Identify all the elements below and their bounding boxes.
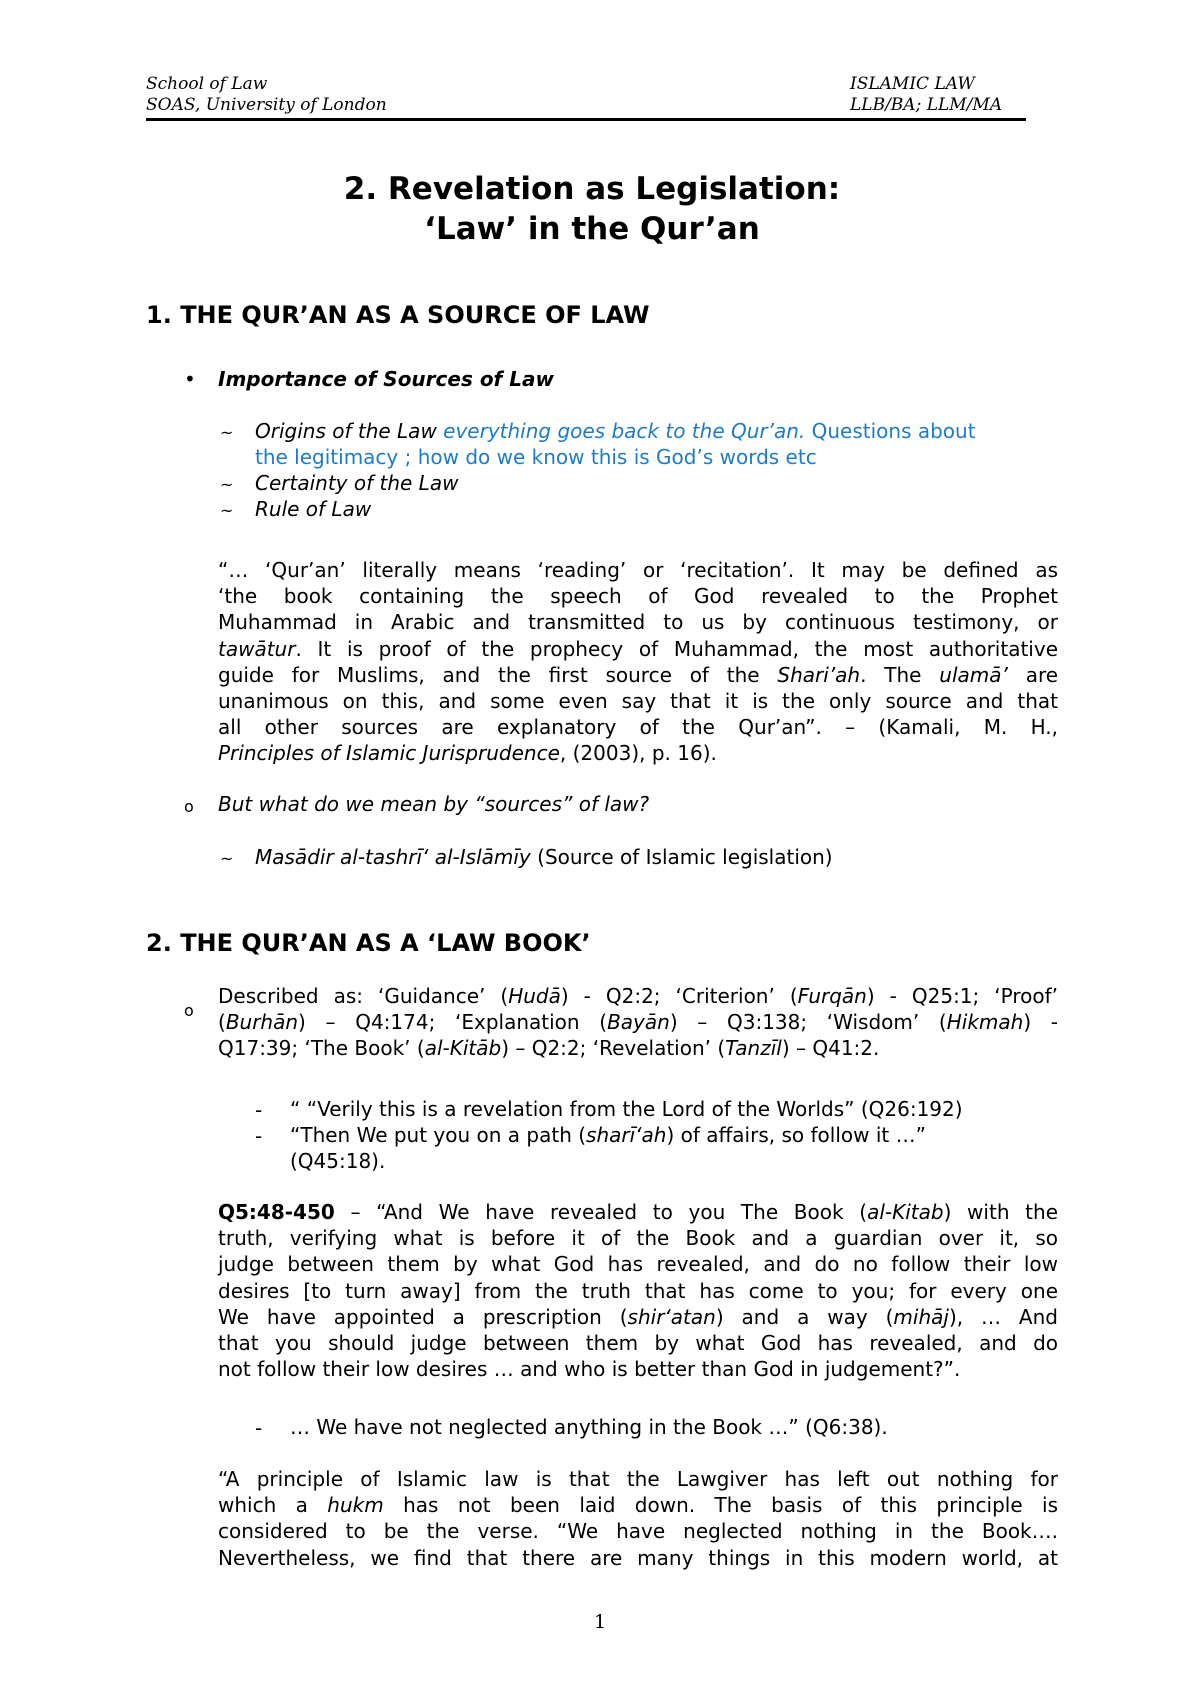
header-school: School of Law (146, 74, 268, 94)
quote-path-ref: (Q45:18). (290, 1149, 386, 1173)
section1-number: 1. (146, 301, 172, 329)
item-origins: Origins of the Law everything goes back to the Qur’an. Questions about (255, 419, 976, 443)
o-bullet: o (184, 797, 194, 816)
header-rule (146, 118, 1026, 121)
header-university: SOAS, University of London (146, 95, 387, 115)
bullet-symbol: • (184, 367, 196, 391)
principle-paragraph: “A principle of Islamic law is that the Lawgiver has left out nothing for which a hukm has not been laid down. The basis of this principle is considered to be the verse. “We have neglected nothing in the Book…. Nevertheless, we find that there are many things in this modern world, at (218, 1467, 1058, 1570)
item-certainty: Certainty of the Law (255, 471, 459, 495)
header-left (146, 74, 387, 116)
q5-48-quote: Q5:48-450 – “And We have revealed to you The Book (al-Kitab) with the truth, verifying what is before it of the Book and a guardian over it, so judge between them by what God has revealed, and do no follow their low desires [to turn away] from the truth that has come to you; for every one We have appointed a prescription (shir‘atan) and a way (mihāj), … And that you should judge between them by what God has revealed, and do not follow their low desires … and who is better than God in judgement?”. (218, 1200, 1058, 1382)
masadir-item: Masādir al-tashrī‘ al-Islāmīy (Source of Islamic legislation) (255, 845, 833, 869)
header-right (850, 74, 1002, 116)
sources-question: But what do we mean by “sources” of law? (218, 792, 650, 816)
dash-mark: - (255, 1098, 263, 1122)
document-title-line1: 2. Revelation as Legislation: (343, 171, 841, 207)
tilde-mark: ~ (220, 501, 234, 520)
tilde-mark: ~ (220, 849, 234, 868)
quote-revelation: “ “Verily this is a revelation from the Lord of the Worlds” (Q26:192) (290, 1097, 963, 1121)
dash-mark: - (255, 1416, 263, 1440)
tilde-mark: ~ (220, 423, 234, 442)
section2-heading (146, 928, 591, 958)
page-number: 1 (593, 1611, 607, 1633)
section1-heading (146, 300, 649, 330)
section1-title: THE QUR’AN AS A SOURCE OF LAW (180, 301, 650, 329)
dash-mark: - (255, 1124, 263, 1148)
document-title-line2: ‘Law’ in the Qur’an (424, 211, 760, 247)
quote-not-neglected: … We have not neglected anything in the Book …” (Q6:38). (290, 1415, 888, 1439)
quote-path: “Then We put you on a path (sharī‘ah) of affairs, so follow it …” (290, 1123, 926, 1147)
tilde-mark: ~ (220, 475, 234, 494)
described-as: Described as: ‘Guidance’ (Hudā) - Q2:2; ‘Criterion’ (Furqān) - Q25:1; ‘Proof’ (Burhān) – Q4:174; ‘Explanation (Bayān) – Q3:138; ‘Wisdom’ (Hikmah) - Q17:39; ‘The Book’ (al-Kitāb) – Q2:2; ‘Revelation’ (Tanzīl) – Q41:2. (218, 984, 1059, 1061)
kamali-quote: “… ‘Qur’an’ literally means ‘reading’ or ‘recitation’. It may be defined as ‘the book containing the speech of God revealed to the Prophet Muhammad in Arabic and transmitted to us by continuous testimony, or tawātur. It is proof of the prophecy of Muhammad, the most authoritative guide for Muslims, and the first source of the Shari’ah. The ulamā’ are unanimous on this, and some even say that it is the only source and that all other sources are explanatory of the Qur’an”. – (Kamali, M. H., Principles of Islamic Jurisprudence, (2003), p. 16). (218, 558, 1059, 766)
item-rule-of-law: Rule of Law (255, 497, 372, 521)
header-programme: LLB/BA; LLM/MA (850, 95, 1003, 115)
item-origins-cont: the legitimacy ; how do we know this is God’s words etc (255, 445, 817, 469)
o-bullet: o (184, 1001, 194, 1020)
section2-title: THE QUR’AN AS A ‘LAW BOOK’ (180, 929, 591, 957)
bullet-importance: Importance of Sources of Law (218, 367, 554, 391)
header-course: ISLAMIC LAW (850, 74, 975, 94)
section2-number: 2. (146, 929, 172, 957)
